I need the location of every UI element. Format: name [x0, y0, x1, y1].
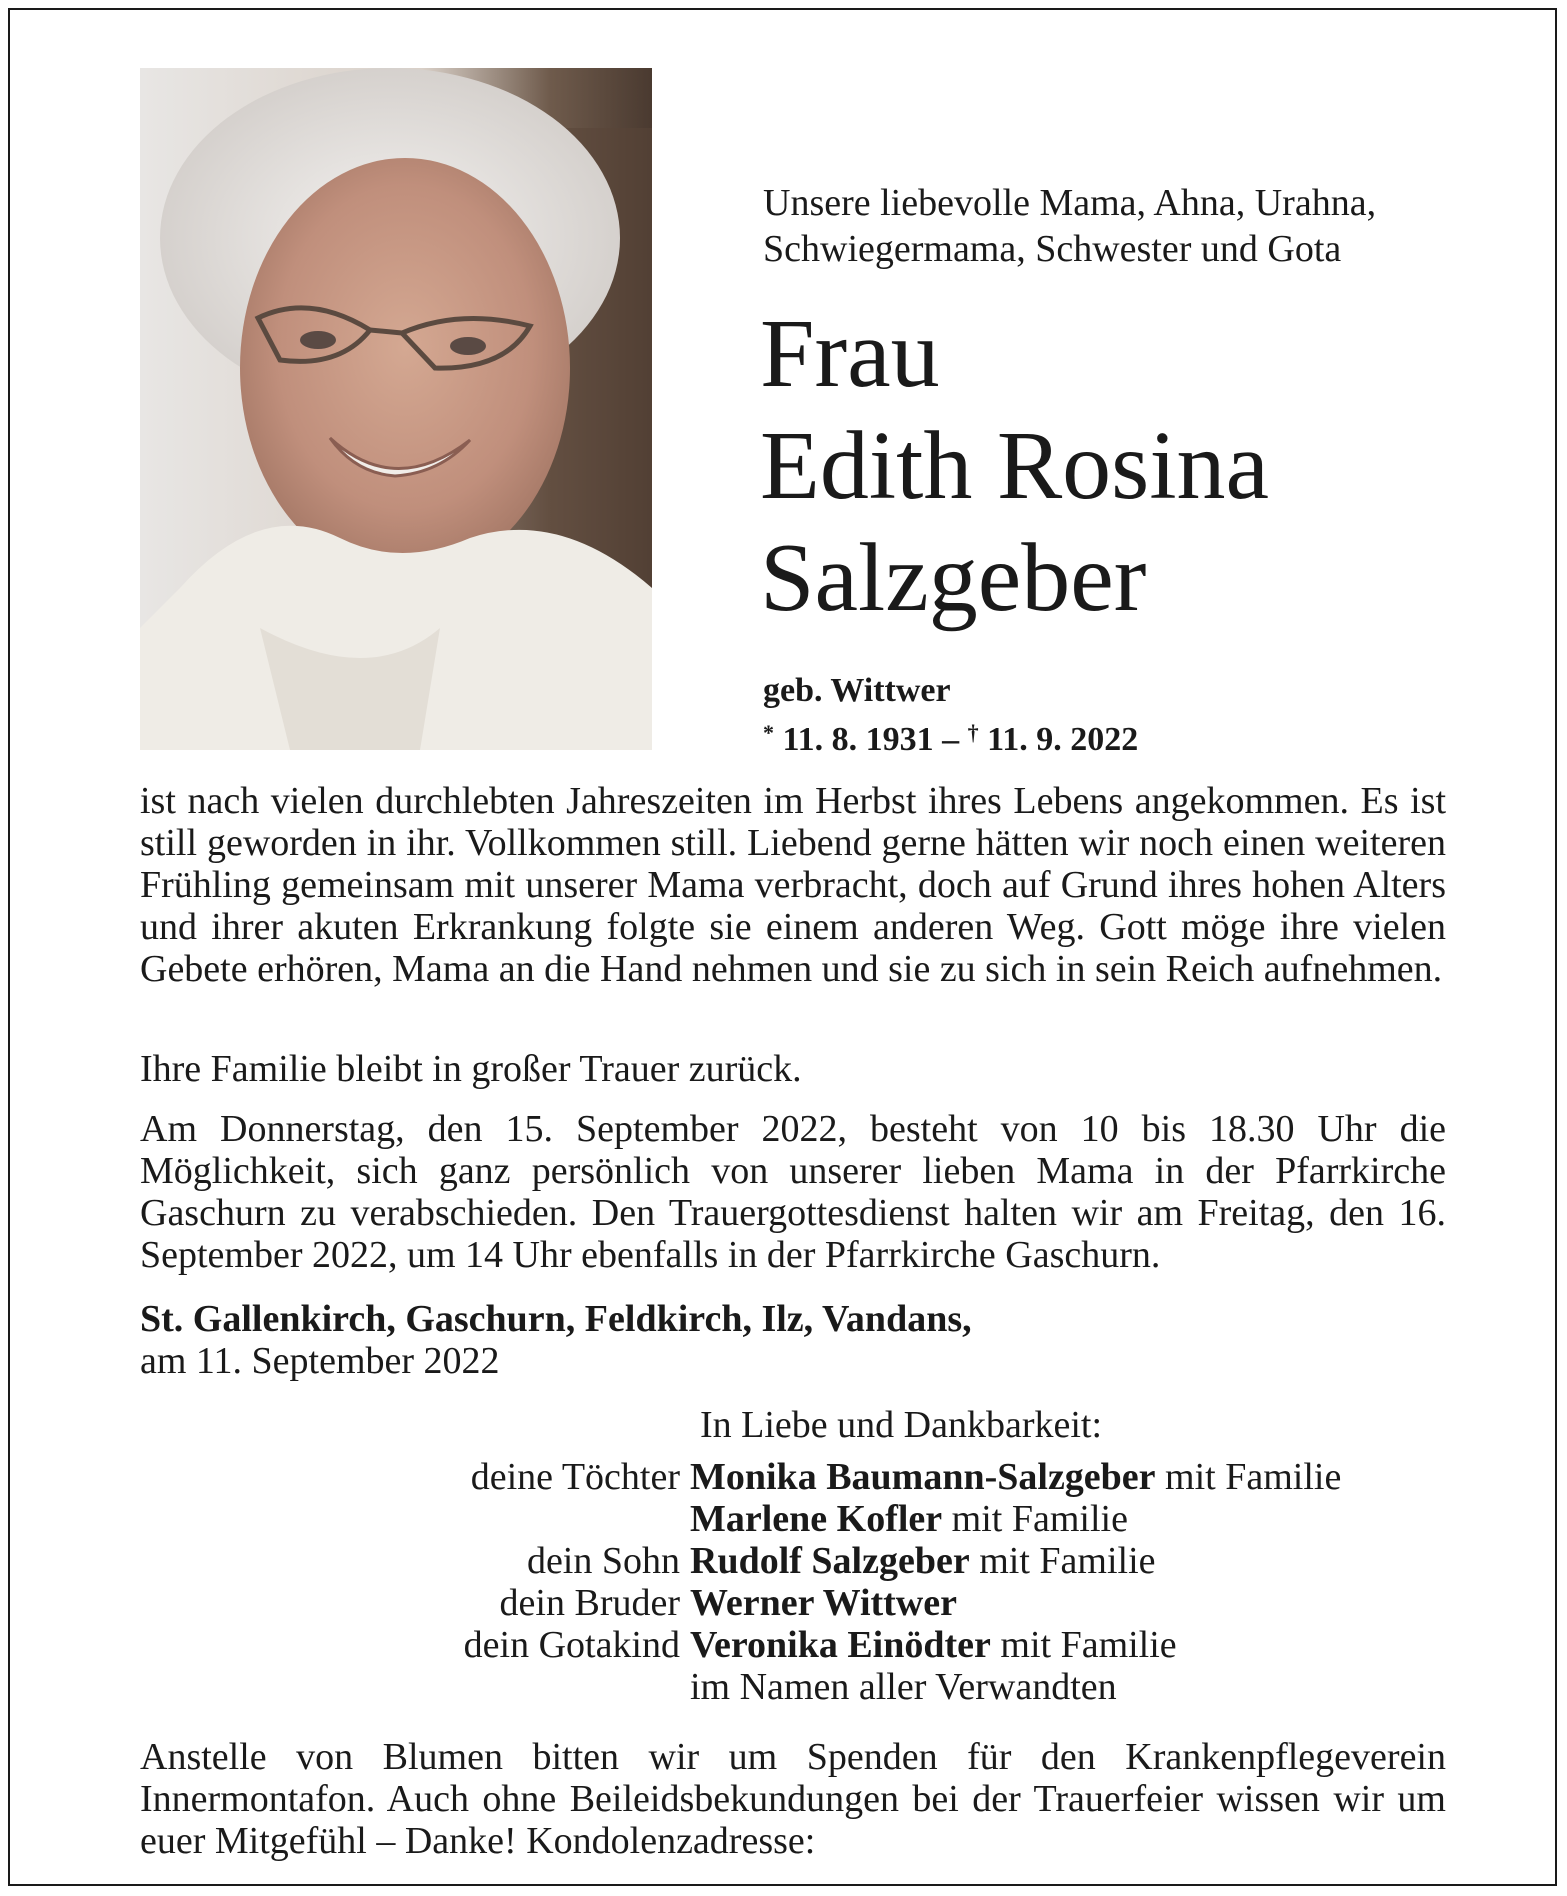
mourner-suffix: mit Familie: [969, 1540, 1156, 1582]
mourners-list: [310, 1456, 1510, 1708]
mourner-suffix: mit Familie: [942, 1498, 1128, 1540]
mourner-suffix: mit Familie: [1155, 1456, 1342, 1498]
life-dates: [763, 712, 1383, 761]
intro-line-2: Schwiegermama, Schwester und Gota: [763, 228, 1342, 270]
mourner-relation: dein Sohn: [526, 1540, 680, 1582]
maiden-name: geb. Wittwer: [763, 672, 951, 709]
paragraph-funeral: Am Donnerstag, den 15. September 2022, besteht von 10 bis 18.30 Uhr die Möglichkeit, sich ganz persönlich von unserer lieben Mama in der Pfarrkirche Gaschurn zu verabschieden. Den Trauergottesdienst halten wir am Freitag, den 16. September 2022, um 14 Uhr ebenfalls in der Pfarrkirche Gaschurn.: [140, 1108, 1446, 1276]
paragraph-family: Ihre Familie bleibt in großer Trauer zurück.: [140, 1048, 802, 1090]
places-and-date: [140, 1298, 1446, 1382]
places-towns: St. Gallenkirch, Gaschurn, Feldkirch, Ilz, Vandans,: [140, 1298, 972, 1340]
intro-line-1: Unsere liebevolle Mama, Ahna, Urahna,: [763, 182, 1377, 224]
mourner-relation: dein Gotakind: [463, 1624, 680, 1666]
places-date: am 11. September 2022: [140, 1340, 500, 1382]
died-symbol: †: [967, 720, 979, 745]
mourner-row: [310, 1540, 1510, 1582]
mourner-row: [310, 1624, 1510, 1666]
mourner-suffix: im Namen aller Verwandten: [690, 1666, 1117, 1708]
mourner-name: Rudolf Salzgeber: [690, 1540, 970, 1582]
portrait-photo: [140, 68, 652, 750]
paragraph-donations: Anstelle von Blumen bitten wir um Spenden für den Krankenpflegeverein Innermontafon. Auch ohne Beileidsbekundungen bei der Trauerfeier wissen wir um euer Mitgefühl – Danke! Kondolenzadresse:: [140, 1736, 1446, 1862]
deceased-name: [760, 298, 1540, 634]
mourner-row: [310, 1456, 1510, 1498]
portrait-image: [140, 68, 652, 750]
date-dash: –: [942, 721, 960, 758]
signature-heading: In Liebe und Dankbarkeit:: [700, 1404, 1103, 1446]
mourner-relation: deine Töchter: [470, 1456, 680, 1498]
mourner-relation: [310, 1498, 690, 1540]
born-symbol: *: [763, 720, 774, 745]
mourner-name: Veronika Einödter: [690, 1624, 991, 1666]
family-name: Salzgeber: [760, 524, 1147, 632]
mourner-row: [310, 1582, 1510, 1624]
paragraph-passing: ist nach vielen durchlebten Jahreszeiten im Herbst ihres Lebens angekommen. Es ist still geworden in ihr. Vollkommen still. Liebend gerne hätten wir noch einen weiteren Frühling gemeinsam mit unserer Mama verbracht, doch auf Grund ihres hohen Alters und ihrer akuten Erkrankung folgte sie einem anderen Weg. Gott möge ihre vielen Gebete erhören, Mama an die Hand nehmen und sie zu sich in sein Reich aufnehmen.: [140, 780, 1446, 990]
intro-text: [763, 180, 1483, 272]
mourner-suffix: mit Familie: [990, 1624, 1177, 1666]
mourner-name: Marlene Kofler: [690, 1498, 943, 1540]
salutation: Frau: [760, 300, 940, 408]
mourner-relation: dein Bruder: [499, 1582, 680, 1624]
given-names: Edith Rosina: [760, 412, 1270, 520]
mourner-row: [310, 1498, 1510, 1540]
obituary-page: [8, 8, 1557, 1886]
mourner-name: Monika Baumann-Salzgeber: [690, 1456, 1156, 1498]
birth-death-info: [763, 670, 1383, 761]
mourner-relation: [310, 1666, 690, 1708]
born-date: 11. 8. 1931: [782, 721, 934, 758]
mourner-name: Werner Wittwer: [690, 1582, 957, 1624]
mourner-row: [310, 1666, 1510, 1708]
died-date: 11. 9. 2022: [987, 721, 1139, 758]
